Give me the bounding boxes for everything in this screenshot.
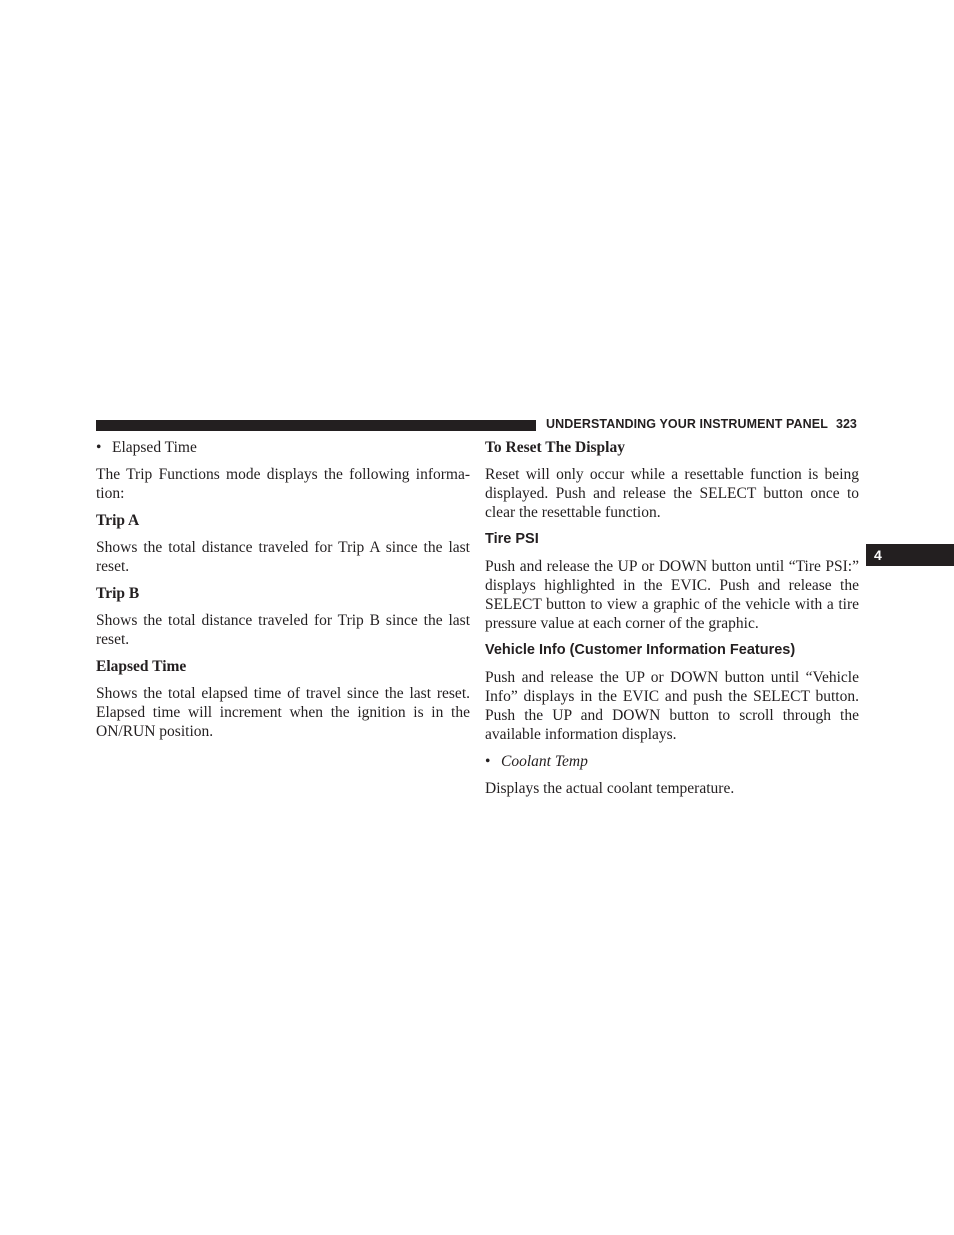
trip-a-paragraph: Shows the total distance traveled for Trip A since the last reset. xyxy=(96,539,470,575)
bullet-item xyxy=(96,438,470,457)
trip-a-heading: Trip A xyxy=(96,512,140,529)
left-column xyxy=(96,438,470,749)
header-rule xyxy=(96,420,536,431)
section-title: UNDERSTANDING YOUR INSTRUMENT PANEL xyxy=(546,417,828,431)
coolant-paragraph: Displays the actual coolant temperature. xyxy=(485,780,735,797)
trip-b-heading: Trip B xyxy=(96,585,140,602)
vehicle-info-heading: Vehicle Info (Customer Information Features) xyxy=(485,642,796,658)
chapter-tab: 4 xyxy=(866,544,954,566)
tire-psi-paragraph: Push and release the UP or DOWN button until “Tire PSI:” displays highlighted in the EVIC. Push and release the SELECT button to view a graphic of the vehicle with a tire pressure value at each corner of the graphic. xyxy=(485,558,859,632)
intro-paragraph: The Trip Functions mode displays the following informa-tion: xyxy=(96,466,470,502)
elapsed-time-heading: Elapsed Time xyxy=(96,658,187,675)
bullet-dot-icon: • xyxy=(485,753,491,770)
page-number: 323 xyxy=(836,417,857,431)
reset-display-heading: To Reset The Display xyxy=(485,439,625,456)
right-column xyxy=(485,438,859,806)
bullet-item xyxy=(485,752,859,771)
bullet-text: Coolant Temp xyxy=(501,753,588,770)
bullet-text: Elapsed Time xyxy=(112,439,197,456)
trip-b-paragraph: Shows the total distance traveled for Trip B since the last reset. xyxy=(96,612,470,648)
bullet-dot-icon: • xyxy=(96,439,102,456)
vehicle-info-paragraph: Push and release the UP or DOWN button until “Vehicle Info” displays in the EVIC and push the SELECT button. Push the UP and DOWN button to scroll through the available information displays. xyxy=(485,669,859,743)
elapsed-time-paragraph: Shows the total elapsed time of travel since the last reset. Elapsed time will increment when the ignition is in the ON/RUN position. xyxy=(96,685,470,740)
tire-psi-heading: Tire PSI xyxy=(485,531,539,547)
reset-display-paragraph: Reset will only occur while a resettable function is being displayed. Push and release the SELECT button once to clear the resettable function. xyxy=(485,466,859,521)
